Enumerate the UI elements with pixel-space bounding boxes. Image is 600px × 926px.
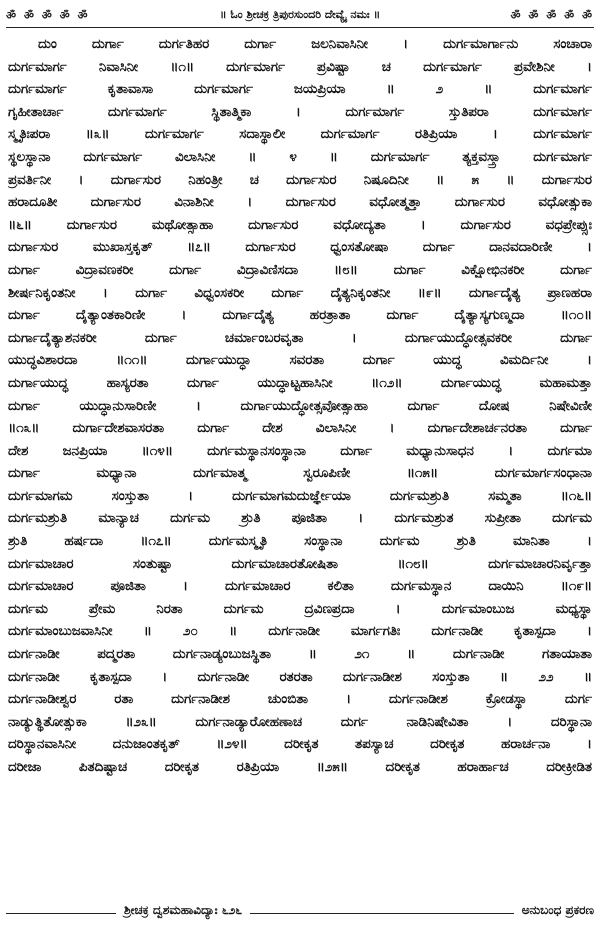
footer-section-title: ಅನುಬಂಧ ಪ್ರಕರಣ xyxy=(521,903,594,917)
text-line: ಗೃಹೀತಾರ್ಚಾ ದುರ್ಗಮಾರ್ಗ ಸ್ಥಿತಾತ್ಮಿಕಾ । ದುರ್ಗಮಾರ್ಗ ಸ್ತುತಿಪರಾ ದುರ್ಗಮಾರ್ಗ xyxy=(8,104,592,120)
text-line: ದುರ್ಗನಾಡೀಶ್ವರ ರತಾ ದುರ್ಗನಾಡೀಶ ಚುಂಬಿತಾ । ದುರ್ಗನಾಡೀಶ ಕ್ರೋಡಸ್ಥಾ ದುರ್ಗ xyxy=(8,692,592,708)
header-title: ॥ ಓಂ ಶ್ರೀಚಕ್ರ ತ್ರಿಪುರಸುಂದರಿ ದೇವ್ಯೈ ನಮಃ ॥ xyxy=(219,8,381,21)
header-ornament-right: ॐ ॐ ॐ ॐ ॐ xyxy=(510,9,595,22)
text-line: ದುರ್ಗನಾಡೀ ಪದ್ಮರತಾ ದುರ್ಗನಾಡ್ಯಂಬುಜಸ್ಥಿತಾ ॥ ೨೧ ॥ ದುರ್ಗನಾಡೀ ಗತಾಯಾತಾ xyxy=(8,647,592,663)
text-line: ಸ್ಮೃತಿಃಪರಾ ॥೩॥ ದುರ್ಗಮಾರ್ಗ ಸದಾಸ್ಥಾಲೀ ದುರ್ಗಮಾರ್ಗ ರತಿಪ್ರಿಯಾ । ದುರ್ಗಮಾರ್ಗ xyxy=(8,127,592,143)
text-line: ದುರ್ಗಾಯುದ್ಧ ಹಾಸ್ಯರತಾ ದುರ್ಗಾ ಯುದ್ಧಾಟ್ಟಹಾಸಿನೀ ॥೧೨॥ ದುರ್ಗಾಯುದ್ಧ ಮಹಾಮತ್ತಾ xyxy=(8,375,592,391)
text-line: ದುರ್ಗಾ ದೈತ್ಯಾಂತಕಾರಿಣೀ । ದುರ್ಗಾದೈತ್ಯ ಹರತ್ರಾತಾ ದುರ್ಗಾ ದೈತ್ಯಾಸ್ಯಗುಣ್ಮದಾ ॥೧೦॥ xyxy=(8,308,592,324)
text-line: ದುರ್ಗಾದೈತ್ಯಾಶನಕರೀ ದುರ್ಗಾ ಚರ್ಮಾಂಬರವೃತಾ । ದುರ್ಗಾಯುದ್ಧೋತ್ಸವಕರೀ ದುರ್ಗಾ xyxy=(8,330,592,346)
text-line: ನಾಡ್ಯುತ್ಥಿತೋತ್ಸುಕಾ ॥೨೩॥ ದುರ್ಗನಾಡ್ಯಾರೋಹಣಾಚ ದುರ್ಗ ನಾಡಿನಿಷೇವಿತಾ । ದರಿಸ್ಥಾನಾ xyxy=(8,714,592,730)
text-line: ದುರ್ಗಮಾಂಬುಜವಾಸಿನೀ ॥ ೨೦ ॥ ದುರ್ಗನಾಡೀ ಮಾರ್ಗಗತಿಃ ದುರ್ಗನಾಡೀ ಕೃತಾಸ್ಪದಾ । xyxy=(8,624,592,640)
header-ornament-left: ॐ ॐ ॐ ॐ ॐ xyxy=(6,9,90,22)
text-line: ಶ್ರುತಿ ಹರ್ಷದಾ ॥೧೭॥ ದುರ್ಗಮಸ್ಮೃತಿ ಸಂಸ್ಥಾನಾ ದುರ್ಗಮ ಶ್ರುತಿ ಮಾನಿತಾ । xyxy=(8,534,592,550)
text-line: ಸ್ಥಲಸ್ಥಾನಾ ದುರ್ಗಮಾರ್ಗ ವಿಲಾಸಿನೀ ॥ ೪ ॥ ದುರ್ಗಮಾರ್ಗ ತ್ಯಕ್ತವಸ್ತ್ರಾ ದುರ್ಗಮಾರ್ಗ xyxy=(8,149,592,165)
text-line: ದುರ್ಗಾ ಯುದ್ಧಾನುಸಾರಿಣೀ । ದುರ್ಗಾಯುದ್ಧೋತ್ಸವೋತ್ಸಾಹಾ ದುರ್ಗಾ ದೋಷ ನಿಷೇವಿಣೀ xyxy=(8,398,592,414)
text-line: ದೇಶ ಜನಪ್ರಿಯಾ ॥೧೪॥ ದುರ್ಗಮಸ್ಥಾನಸಂಸ್ಥಾನಾ ದುರ್ಗಾ ಮಧ್ಯಾನುಸಾಧನ । ದುರ್ಗಮಾ xyxy=(8,443,592,459)
text-line: ದುರ್ಗಮಾಗಮ ಸಂಸ್ತುತಾ । ದುರ್ಗಮಾಗಮದುರ್ಜ್ಞೇಯಾ ದುರ್ಗಮಶ್ರುತಿ ಸಮ್ಮತಾ ॥೧೬॥ xyxy=(8,488,592,504)
verse-text xyxy=(8,34,592,878)
text-line: ದುರ್ಗನಾಡೀ ಕೃತಾಸ್ಪದಾ । ದುರ್ಗನಾಡೀ ರತರತಾ ದುರ್ಗನಾಡೀಶ ಸಂಸ್ತುತಾ ॥ ೨೨ ॥ xyxy=(8,669,592,685)
text-line: ದರೀಜಾ ಪಿತದಿಷ್ಟಾಚ ದರೀಕೃತ ರತಿಪ್ರಿಯಾ ॥೨೫॥ ದರೀಕೃತ ಹರಾರ್ಹಾಚ ದರೀಕ್ರೀಡಿತ xyxy=(8,760,592,775)
text-line: ದುರ್ಗಮಾರ್ಗ ಕೃತಾವಾಸಾ ದುರ್ಗಮಾರ್ಗ ಜಯಪ್ರಿಯಾ ॥ ೨ ॥ ದುರ್ಗಮಾರ್ಗ xyxy=(8,82,592,98)
text-line: ದುರ್ಗಾ ಮಧ್ಯಾನಾ ದುರ್ಗಮಾತ್ಮ ಸ್ವರೂಪಿಣೀ ॥೧೫॥ ದುರ್ಗಮಾರ್ಗಸಂಧಾನಾ xyxy=(8,466,592,482)
text-line: ॥೧೩॥ ದುರ್ಗಾದೇಶವಾಸರತಾ ದುರ್ಗಾ ದೇಶ ವಿಲಾಸಿನೀ । ದುರ್ಗಾದೇಶಾರ್ಚನರತಾ ದುರ್ಗಾ xyxy=(8,421,592,437)
text-line: ಪ್ರವರ್ತಿನೀ । ದುರ್ಗಾಸುರ ನಿಹಂತ್ರೀ ಚ ದುರ್ಗಾಸುರ ನಿಷೂದಿನೀ ॥ ೫ ॥ ದುರ್ಗಾಸುರ xyxy=(8,172,592,188)
header-divider xyxy=(6,27,594,28)
text-line: ದುರ್ಗಾ ವಿದ್ರಾವಣಕರೀ ದುರ್ಗಾ ವಿದ್ರಾವಿಣಿಸದಾ ॥೮॥ ದುರ್ಗಾ ವಿಕ್ಷೋಭಿನಕರೀ ದುರ್ಗಾ xyxy=(8,262,592,278)
text-line: ದುರ್ಗಮ ಪ್ರೇಮ ನಿರತಾ ದುರ್ಗಮ ದ್ರವಿಣಪ್ರದಾ । ದುರ್ಗಮಾಂಬುಜ ಮಧ್ಯಸ್ಥಾ xyxy=(8,601,592,617)
footer-book-title: ಶ್ರೀಚಕ್ರ ದ್ವಶಮಹಾವಿದ್ಯಾಃ ೬೨೬ xyxy=(124,903,242,917)
text-line: ॥೬॥ ದುರ್ಗಾಸುರ ಮಥೋತ್ಸಾಹಾ ದುರ್ಗಾಸುರ ವಧೋದ್ಯತಾ । ದುರ್ಗಾಸುರ ವಧಪ್ರೇಪ್ಸುಃ xyxy=(8,217,592,233)
footer-rule-left xyxy=(6,901,116,914)
text-line: ದುರ್ಗಮಶ್ರುತಿ ಮಾನ್ಯಾಚ ದುರ್ಗಮ ಶ್ರುತಿ ಪೂಜಿತಾ । ದುರ್ಗಮಶ್ರುತ ಸುಪ್ರೀತಾ ದುರ್ಗಮ xyxy=(8,511,592,527)
text-line: ದುರ್ಗಮಾಚಾರ ಪೂಜಿತಾ । ದುರ್ಗಮಾಚಾರ ಕಲಿತಾ ದುರ್ಗಮಸ್ಥಾನ ದಾಯಿನಿ ॥೧೯॥ xyxy=(8,579,592,595)
text-line: ಯುದ್ಧವಿಶಾರದಾ ॥೧೧॥ ದುರ್ಗಾಯುದ್ಧಾ ಸವರತಾ ದುರ್ಗಾ ಯುದ್ಧ ವಿಮರ್ದಿನೀ । xyxy=(8,353,592,369)
text-line: ದುರ್ಗಮಾಚಾರ ಸಂತುಷ್ಟಾ ದುರ್ಗಮಾಚಾರತೋಷಿತಾ ॥೧೮॥ ದುರ್ಗಮಾಚಾರನಿರ್ವೃತ್ತಾ xyxy=(8,556,592,572)
page-footer xyxy=(6,892,594,918)
text-line: ಶೀರ್ಷನಿಕೃಂತನೀ । ದುರ್ಗಾ ವಿಧ್ವಂಸಕರೀ ದುರ್ಗಾ ದೈತ್ಯನಿಕೃಂತನೀ ॥೯॥ ದುರ್ಗಾದೈತ್ಯ ಪ್ರಾಣಹರಾ xyxy=(8,285,592,301)
text-line: ಹರಾದೂತೀ ದುರ್ಗಾಸುರ ವಿನಾಶಿನೀ । ದುರ್ಗಾಸುರ ವಧೋತ್ಮತ್ತಾ ದುರ್ಗಾಸುರ ವಧೋತ್ಸುಕಾ xyxy=(8,195,592,211)
footer-rule-middle xyxy=(250,901,514,914)
text-line: ದುರ್ಗಮಾರ್ಗ ನಿವಾಸಿನೀ ॥೧॥ ದುರ್ಗಮಾರ್ಗ ಪ್ರವಿಷ್ಟಾ ಚ ದುರ್ಗಮಾರ್ಗ ಪ್ರವೇಶಿನೀ । xyxy=(8,59,592,75)
text-line: ದುರ್ಗಾಸುರ ಮುಖಾಸ್ತಕೃತ್ ॥೭॥ ದುರ್ಗಾಸುರ ಧ್ವಂಸತೋಷಾ ದುರ್ಗಾ ದಾನವದಾರಿಣೀ । xyxy=(8,240,592,256)
text-line: ದರಿಸ್ಥಾನವಾಸಿನೀ ದನುಜಾಂತಕೃತ್ ॥೨೪॥ ದರೀಕೃತ ತಪಸ್ಯಾಚ ದರೀಕೃತ ಹರಾರ್ಚನಾ । xyxy=(8,737,592,753)
page-header xyxy=(6,4,594,26)
text-line: ದುಂ ದುರ್ಗಾ ದುರ್ಗತಿಹರ ದುರ್ಗಾ ಜಲನಿವಾಸಿನೀ । ದುರ್ಗಮಾರ್ಗಾನು ಸಂಚಾರಾ xyxy=(38,37,592,52)
